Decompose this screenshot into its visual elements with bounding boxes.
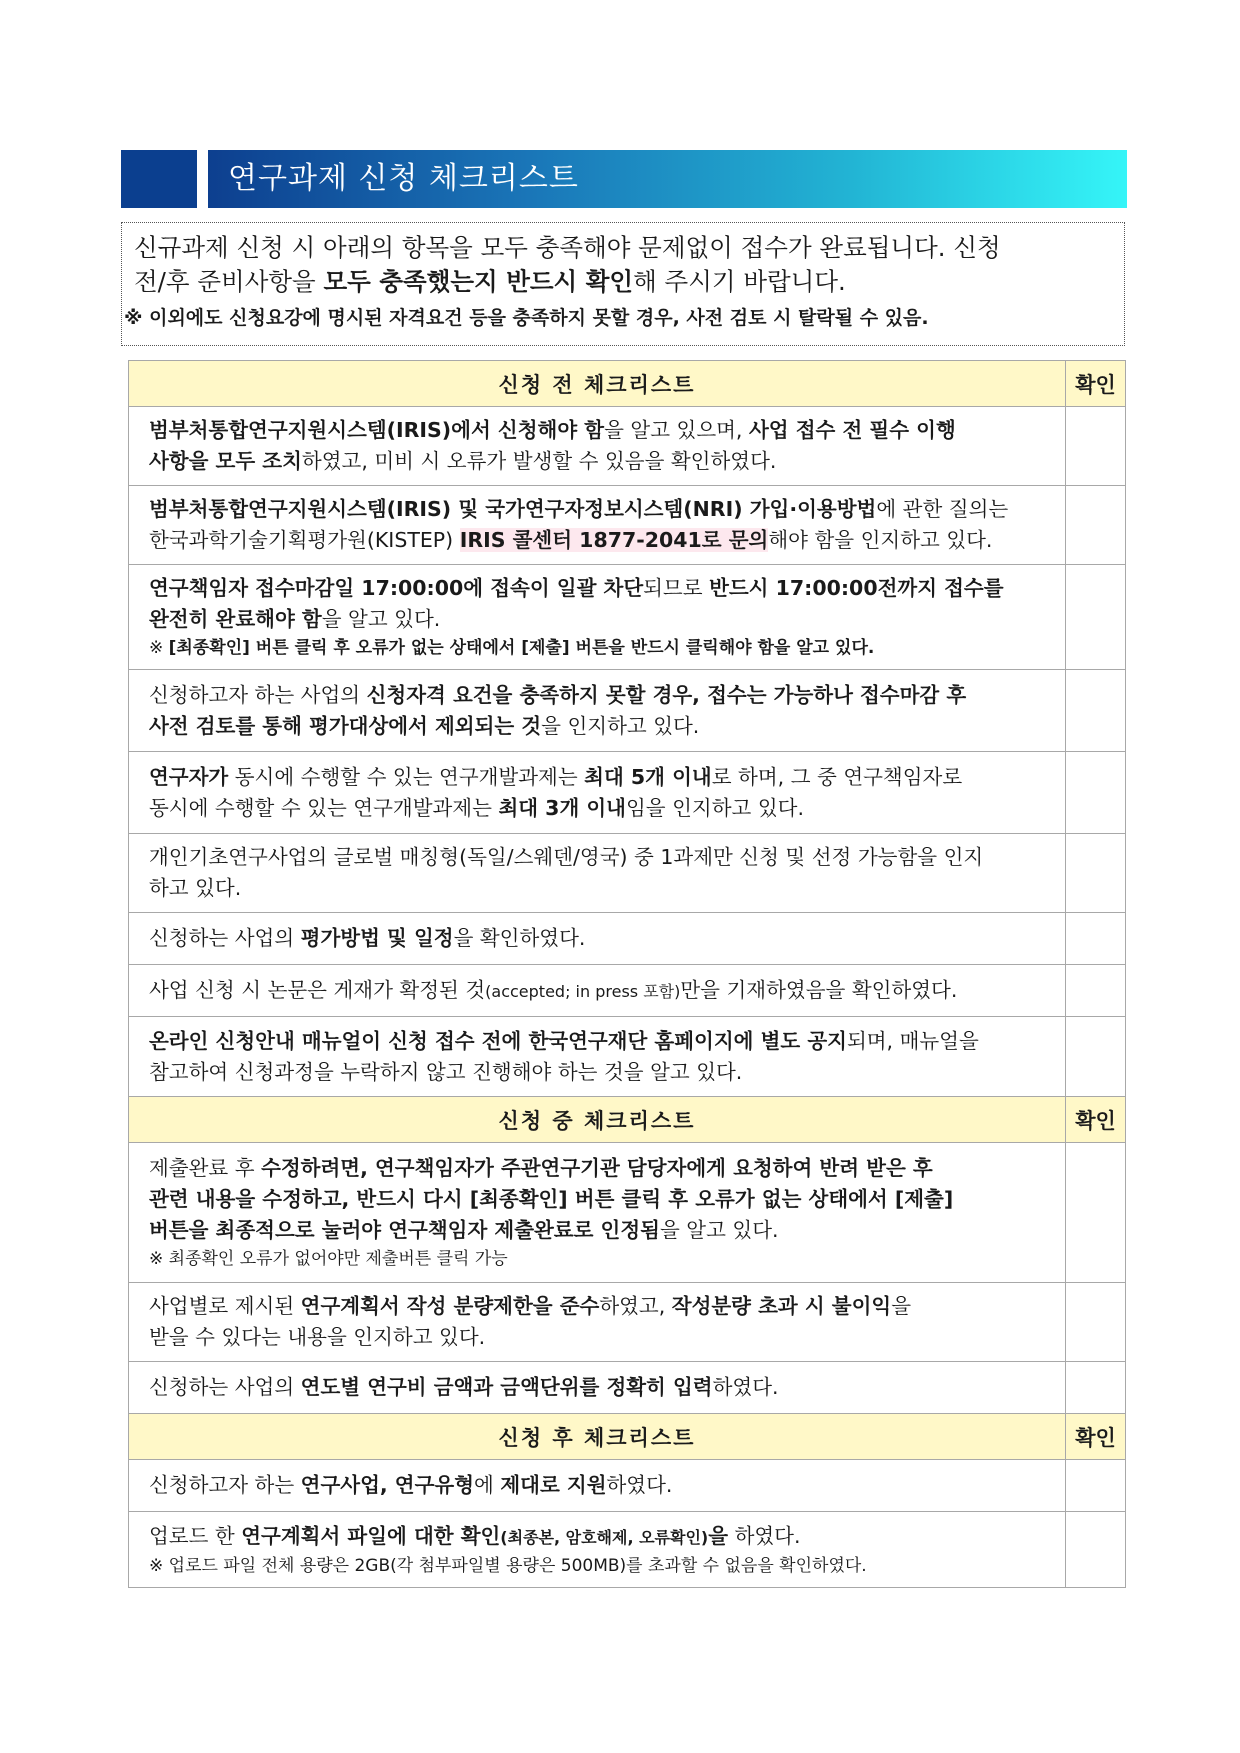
checklist-item-text [129,670,1066,752]
item-text: 만을 기재하였음을 확인하였다. [680,977,958,1002]
confirm-checkbox-cell[interactable] [1066,1362,1126,1414]
checklist-row [129,965,1126,1017]
confirm-checkbox-cell[interactable] [1066,486,1126,565]
checklist-table [128,360,1126,1588]
item-emphasis: 범부처통합연구지원시스템(IRIS)에서 신청해야 함 [149,418,605,442]
checklist-item-text [129,752,1066,834]
confirm-column-header: 확인 [1066,361,1126,407]
checklist-row [129,1283,1126,1362]
checklist-item-text [129,1017,1066,1097]
item-text: 동시에 수행할 수 있는 연구개발과제는 [149,795,499,820]
page-title: 연구과제 신청 체크리스트 [228,161,579,196]
checklist-row [129,486,1126,565]
item-text: 한국과학기술기획평가원(KISTEP) [149,528,460,552]
checklist-item-text [129,1362,1066,1414]
confirm-checkbox-cell[interactable] [1066,1460,1126,1512]
confirm-checkbox-cell[interactable] [1066,1512,1126,1588]
item-emphasis: 연구계획서 작성 분량제한을 준수 [300,1294,600,1318]
item-text: 되며, 매뉴얼을 [846,1028,979,1053]
item-text: 하였고, [599,1294,672,1318]
notice-warning: ※ 이외에도 신청요강에 명시된 자격요건 등을 충족하지 못할 경우, 사전 검토 시 탈락될 수 있음. [124,307,929,329]
item-note: ※ 최종확인 오류가 없어야만 제출버튼 클릭 가능 [149,1249,508,1269]
section-header-before [129,361,1126,407]
item-emphasis: 버튼을 최종적으로 눌러야 연구책임자 제출완료로 인정됨 [149,1218,660,1242]
item-emphasis-highlight: IRIS 콜센터 1877-2041로 문의 [459,528,769,552]
item-text: 하였고, 미비 시 오류가 발생할 수 있음을 확인하였다. [301,449,777,473]
section-header-during [129,1097,1126,1143]
item-text: 사업별로 제시된 [149,1294,301,1318]
item-text: 제출완료 후 [149,1156,262,1180]
item-note: ※ 업로드 파일 전체 용량은 2GB(각 첨부파일별 용량은 500MB)를 초과할 수 없음을 확인하였다. [149,1555,867,1576]
item-text: 해야 함을 인지하고 있다. [768,528,993,552]
item-text: 업로드 한 [149,1523,242,1548]
item-note [149,635,1055,661]
item-emphasis: 제대로 지원 [500,1473,607,1497]
title-accent-block [121,150,197,208]
item-emphasis: 범부처통합연구지원시스템(IRIS) 및 국가연구자정보시스템(NRI) 가입·이용방법 [149,497,877,521]
checklist-row [129,752,1126,834]
notice-line-2-text-end: 해 주시기 바랍니다. [633,267,846,296]
item-emphasis: 온라인 신청안내 매뉴얼이 신청 접수 전에 한국연구재단 홈페이지에 별도 공지 [149,1028,847,1053]
checklist-row [129,913,1126,965]
checklist-row [129,1017,1126,1097]
checklist-item-text [129,1460,1066,1512]
item-text: 신청하고자 하는 [149,1473,301,1497]
checklist-row [129,834,1126,913]
section-title-before: 신청 전 체크리스트 [129,361,1066,407]
item-emphasis-small: (최종본, 암호해제, 오류확인) [500,1527,709,1547]
checklist-row [129,407,1126,486]
item-text: 을 [891,1294,912,1318]
item-text: 로 하며, 그 중 연구책임자로 [711,764,963,789]
confirm-checkbox-cell[interactable] [1066,1143,1126,1283]
checklist-row [129,670,1126,752]
confirm-checkbox-cell[interactable] [1066,1283,1126,1362]
title-gradient-banner [208,150,1127,208]
checklist-item-text [129,407,1066,486]
item-text: 을 알고 있다. [659,1218,779,1242]
item-emphasis: 사항을 모두 조치 [149,449,302,473]
item-text: 에 관한 질의는 [876,497,1009,521]
item-text: 을 확인하였다. [453,926,586,950]
checklist-item-text [129,913,1066,965]
item-text: 하였다. [712,1375,779,1399]
note-emphasis: [최종확인] 버튼 클릭 후 오류가 없는 상태에서 [제출] 버튼을 반드시 클릭해야 함을 알고 있다. [168,638,875,658]
item-emphasis: 최대 5개 이내 [584,764,712,789]
confirm-column-header: 확인 [1066,1414,1126,1460]
item-text: 되므로 [643,576,710,600]
title-bar [121,150,1127,208]
item-text: 하였다. [728,1523,801,1548]
item-emphasis: 사업 접수 전 필수 이행 [748,418,956,442]
checklist-row [129,1362,1126,1414]
item-text: 개인기초연구사업의 글로벌 매칭형(독일/스웨덴/영국) 중 1과제만 신청 및 선정 가능함을 인지 [149,845,984,869]
checklist-item-text [129,1143,1066,1283]
section-header-after [129,1414,1126,1460]
item-text: 동시에 수행할 수 있는 연구개발과제는 [228,764,585,789]
checklist-row [129,565,1126,670]
checklist-item-text [129,834,1066,913]
item-text: 신청하는 사업의 [149,926,301,950]
confirm-checkbox-cell[interactable] [1066,913,1126,965]
item-emphasis: 작성분량 초과 시 불이익 [671,1294,892,1318]
notice-line-2-emphasis: 모두 충족했는지 반드시 확인 [323,267,634,296]
confirm-checkbox-cell[interactable] [1066,834,1126,913]
item-text: 을 인지하고 있다. [541,713,700,738]
checklist-item-text [129,965,1066,1017]
item-text: 사업 신청 시 논문은 게재가 확정된 것 [149,977,486,1002]
confirm-checkbox-cell[interactable] [1066,670,1126,752]
confirm-checkbox-cell[interactable] [1066,1017,1126,1097]
checklist-item-text [129,1283,1066,1362]
confirm-checkbox-cell[interactable] [1066,565,1126,670]
checklist-row [129,1460,1126,1512]
item-emphasis: 연구계획서 파일에 대한 확인 [241,1523,501,1548]
notice-line-2 [134,265,1114,299]
item-emphasis: 사전 검토를 통해 평가대상에서 제외되는 것 [149,713,542,738]
item-emphasis: 신청자격 요건을 충족하지 못할 경우, 접수는 가능하나 접수마감 후 [366,682,967,707]
checklist-item-text [129,565,1066,670]
item-text-small: (accepted; in press 포함) [485,981,681,1001]
item-emphasis: 관련 내용을 수정하고, 반드시 다시 [최종확인] 버튼 클릭 후 오류가 없는 상태에서 [제출] [149,1187,954,1211]
item-text: 하고 있다. [149,876,242,900]
section-title-during: 신청 중 체크리스트 [129,1097,1066,1143]
item-text: 을 알고 있다. [321,607,441,631]
notice-line-2-text: 전/후 준비사항을 [134,267,324,296]
item-text: 하였다. [606,1473,673,1497]
item-emphasis: 연구자가 [149,764,229,789]
notice-box [121,222,1125,346]
confirm-checkbox-cell[interactable] [1066,752,1126,834]
checklist-item-text [129,1512,1066,1588]
item-emphasis: 평가방법 및 일정 [300,926,454,950]
item-text: 임을 인지하고 있다. [626,795,804,820]
confirm-checkbox-cell[interactable] [1066,965,1126,1017]
confirm-checkbox-cell[interactable] [1066,407,1126,486]
item-emphasis: 수정하려면, 연구책임자가 주관연구기관 담당자에게 요청하여 반려 받은 후 [261,1156,933,1180]
item-emphasis: 완전히 완료해야 함 [149,607,322,631]
item-text: 을 알고 있으며, [604,418,749,442]
item-text: 받을 수 있다는 내용을 인지하고 있다. [149,1325,486,1349]
item-emphasis: 최대 3개 이내 [498,795,626,820]
checklist-row [129,1143,1126,1283]
item-emphasis: 연구책임자 접수마감일 17:00:00에 접속이 일괄 차단 [149,576,644,600]
notice-line-1: 신규과제 신청 시 아래의 항목을 모두 충족해야 문제없이 접수가 완료됩니다. 신청 [134,233,1001,262]
item-text: 신청하는 사업의 [149,1375,301,1399]
checklist-row [129,1512,1126,1588]
item-text: 신청하고자 하는 사업의 [149,682,367,707]
note-mark: ※ [149,638,169,658]
item-text: 참고하여 신청과정을 누락하지 않고 진행해야 하는 것을 알고 있다. [149,1059,743,1084]
confirm-column-header: 확인 [1066,1097,1126,1143]
checklist-item-text [129,486,1066,565]
item-emphasis: 을 [708,1523,729,1548]
item-emphasis: 연구사업, 연구유형 [300,1473,475,1497]
item-text: 에 [474,1473,501,1497]
section-title-after: 신청 후 체크리스트 [129,1414,1066,1460]
item-emphasis: 반드시 17:00:00전까지 접수를 [709,576,1004,600]
item-emphasis: 연도별 연구비 금액과 금액단위를 정확히 입력 [300,1375,713,1399]
